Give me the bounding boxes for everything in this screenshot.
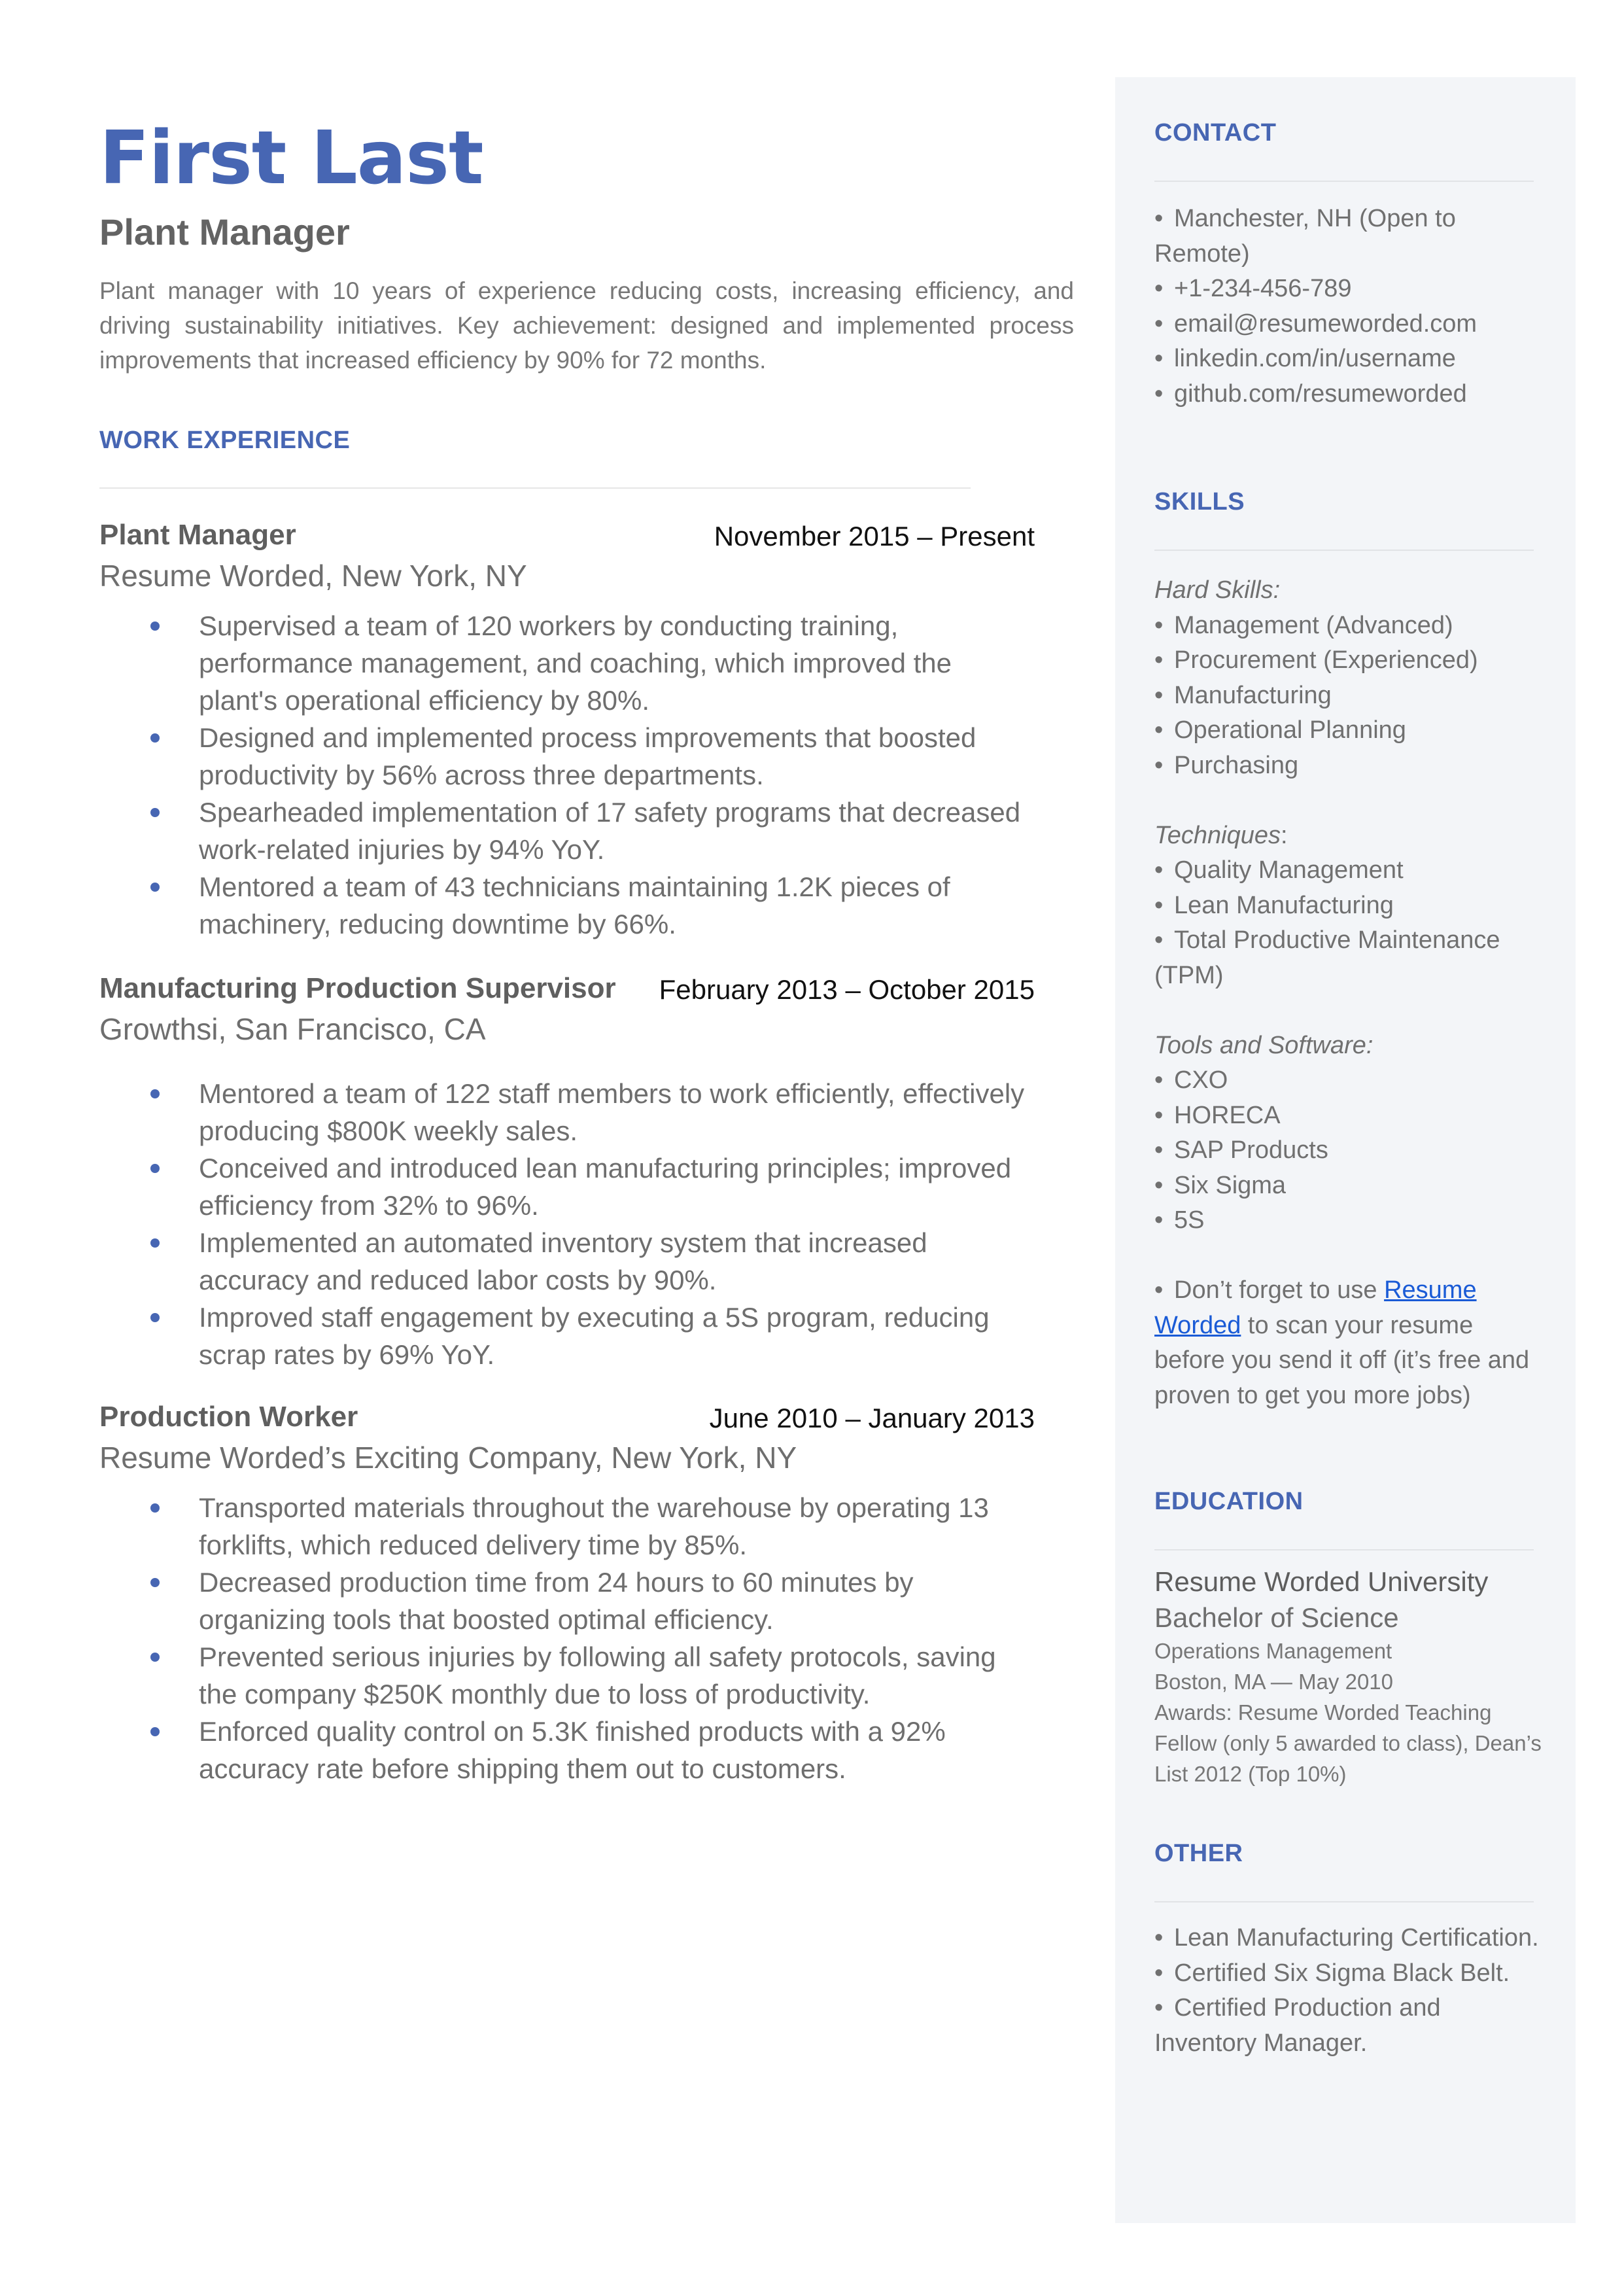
resume-worded-link[interactable]: Resume [1384, 1276, 1477, 1304]
bullet-icon [150, 1503, 160, 1513]
spacer [1154, 783, 1547, 818]
job-bullets [99, 1489, 1035, 1787]
job-title: Production Worker [99, 1401, 358, 1433]
tip-line: Worded to scan your resume [1154, 1311, 1474, 1339]
bullet-icon [150, 622, 160, 631]
education-block [1154, 1564, 1547, 1789]
bullet-icon: • [1154, 309, 1164, 338]
tip-line: • Don’t forget to use Resume [1154, 1273, 1547, 1308]
list-item: • 5S [1154, 1203, 1547, 1238]
job-company: Resume Worded’s Exciting Company, New York, NY [99, 1441, 797, 1475]
job-title: Manufacturing Production Supervisor [99, 972, 616, 1004]
job-bullets [99, 1075, 1035, 1373]
list-item: Transported materials throughout the warehouse by operating 13 forklifts, which reduced delivery time by 85%. [99, 1489, 1035, 1564]
bullet-icon [150, 1653, 160, 1662]
bullet-icon: • [1154, 856, 1164, 884]
awards-cont: Fellow (only 5 awarded to class), Dean’s [1154, 1731, 1542, 1755]
work-experience-heading: WORK EXPERIENCE [99, 427, 351, 454]
list-item: • SAP Products [1154, 1133, 1547, 1168]
list-item: • Quality Management [1154, 853, 1547, 888]
contact-heading: CONTACT [1154, 119, 1277, 147]
bullet-icon: • [1154, 1171, 1164, 1199]
list-item: • Total Productive Maintenance [1154, 923, 1547, 958]
bullet-icon [150, 733, 160, 743]
bullet-icon [150, 1727, 160, 1736]
spacer [1154, 1238, 1547, 1274]
list-item: Improved staff engagement by executing a 5S program, reducing scrap rates by 69% YoY. [99, 1299, 1035, 1373]
bullet-icon [150, 1164, 160, 1173]
bullet-icon: • [1154, 275, 1164, 302]
spacer [1154, 993, 1547, 1028]
bullet-icon: • [1154, 1136, 1164, 1164]
school-location-date: Boston, MA — May 2010 [1154, 1670, 1394, 1694]
list-item-cont: Inventory Manager. [1154, 2029, 1368, 2057]
job-dates: February 2013 – October 2015 [659, 974, 1035, 1005]
summary: Plant manager with 10 years of experience reducing costs, increasing efficiency, and driving sustainability initiatives. Key achievement: designed and implemented process improvements that increased efficiency by 90% for 72 months. [99, 277, 1074, 374]
list-item: Mentored a team of 43 technicians maintaining 1.2K pieces of machinery, reducing downtime by 66%. [99, 868, 1035, 943]
bullet-icon: • [1154, 891, 1164, 919]
bullet-icon [150, 1313, 160, 1322]
bullet-icon: • [1154, 1206, 1164, 1234]
education-heading: EDUCATION [1154, 1488, 1304, 1515]
list-item: • Six Sigma [1154, 1168, 1547, 1204]
list-item: • Purchasing [1154, 748, 1547, 784]
awards: Awards: Resume Worded Teaching [1154, 1700, 1492, 1725]
list-item: • CXO [1154, 1063, 1547, 1098]
candidate-role: Plant Manager [99, 211, 350, 253]
bullet-icon: • [1154, 926, 1164, 954]
section-divider [1154, 1549, 1534, 1550]
bullet-icon: • [1154, 681, 1164, 709]
bullet-icon: • [1154, 751, 1164, 779]
bullet-icon: • [1154, 1066, 1164, 1094]
list-item: • Certified Production and [1154, 1991, 1547, 2026]
skills-list [1154, 573, 1547, 1413]
bullet-icon: • [1154, 205, 1164, 232]
contact-location-cont: Remote) [1154, 239, 1250, 268]
candidate-name: First Last [99, 116, 483, 201]
job-company: Resume Worded, New York, NY [99, 559, 527, 593]
list-item: Implemented an automated inventory system that increased accuracy and reduced labor costs by 90%. [99, 1224, 1035, 1299]
sidebar [1115, 77, 1576, 2223]
other-heading: OTHER [1154, 1840, 1243, 1867]
major: Operations Management [1154, 1639, 1392, 1663]
section-divider [1154, 550, 1534, 551]
contact-location: • Manchester, NH (Open to [1154, 201, 1547, 237]
list-item: • Management (Advanced) [1154, 608, 1547, 644]
contact-linkedin[interactable]: • linkedin.com/in/username [1154, 342, 1547, 377]
section-divider [1154, 1901, 1534, 1902]
school-name: Resume Worded University [1154, 1566, 1489, 1597]
bullet-icon [150, 808, 160, 817]
bullet-icon [150, 883, 160, 892]
list-item: Designed and implemented process improvements that boosted productivity by 56% across three departments. [99, 719, 1035, 794]
list-item: • HORECA [1154, 1098, 1547, 1134]
bullet-icon [150, 1238, 160, 1248]
list-item: • Lean Manufacturing Certification. [1154, 1921, 1547, 1956]
awards-cont: List 2012 (Top 10%) [1154, 1762, 1347, 1786]
bullet-icon: • [1154, 345, 1164, 372]
list-item: • Procurement (Experienced) [1154, 643, 1547, 678]
bullet-icon: • [1154, 1276, 1164, 1304]
bullet-icon: • [1154, 611, 1164, 639]
job-dates: November 2015 – Present [714, 521, 1035, 552]
tip-line: before you send it off (it’s free and [1154, 1346, 1530, 1374]
tip-line: proven to get you more jobs) [1154, 1381, 1471, 1409]
list-item: • Operational Planning [1154, 713, 1547, 748]
list-item: Prevented serious injuries by following all safety protocols, saving the company $250K monthly due to loss of productivity. [99, 1638, 1035, 1713]
degree: Bachelor of Science [1154, 1602, 1399, 1633]
list-item: Enforced quality control on 5.3K finished products with a 92% accuracy rate before shipping them out to customers. [99, 1713, 1035, 1787]
job-bullets [99, 607, 1035, 943]
contact-list [1154, 201, 1547, 412]
resume-worded-link[interactable]: Worded [1154, 1311, 1241, 1339]
bullet-icon: • [1154, 1994, 1164, 2022]
section-divider [99, 487, 971, 489]
list-item: Conceived and introduced lean manufacturing principles; improved efficiency from 32% to 96%. [99, 1149, 1035, 1224]
job-company: Growthsi, San Francisco, CA [99, 1012, 486, 1046]
job-title: Plant Manager [99, 519, 296, 551]
bullet-icon [150, 1578, 160, 1587]
list-item: • Manufacturing [1154, 678, 1547, 714]
skills-heading: SKILLS [1154, 488, 1245, 516]
list-item: • Lean Manufacturing [1154, 888, 1547, 924]
bullet-icon: • [1154, 646, 1164, 674]
tools-label: Tools and Software: [1154, 1031, 1373, 1059]
contact-phone[interactable]: • +1-234-456-789 [1154, 272, 1547, 307]
list-item: Spearheaded implementation of 17 safety programs that decreased work-related injuries by 94% YoY. [99, 794, 1035, 868]
job-dates: June 2010 – January 2013 [709, 1403, 1035, 1433]
list-item: Decreased production time from 24 hours to 60 minutes by organizing tools that boosted optimal efficiency. [99, 1564, 1035, 1638]
bullet-icon [150, 1089, 160, 1098]
list-item: Supervised a team of 120 workers by conducting training, performance management, and coaching, which improved the plant's operational efficiency by 80%. [99, 607, 1035, 719]
hard-skills-label: Hard Skills: [1154, 576, 1281, 604]
bullet-icon: • [1154, 1924, 1164, 1952]
techniques-label: Techniques: [1154, 821, 1288, 849]
list-item: Mentored a team of 122 staff members to work efficiently, effectively producing $800K weekly sales. [99, 1075, 1035, 1149]
bullet-icon: • [1154, 1101, 1164, 1129]
bullet-icon: • [1154, 379, 1164, 408]
bullet-icon: • [1154, 1959, 1164, 1987]
section-divider [1154, 181, 1534, 182]
list-item: • Certified Six Sigma Black Belt. [1154, 1956, 1547, 1991]
other-list [1154, 1921, 1547, 2061]
contact-github[interactable]: • github.com/resumeworded [1154, 377, 1547, 412]
list-item-cont: (TPM) [1154, 961, 1224, 989]
bullet-icon: • [1154, 716, 1164, 744]
contact-email[interactable]: • email@resumeworded.com [1154, 307, 1547, 342]
